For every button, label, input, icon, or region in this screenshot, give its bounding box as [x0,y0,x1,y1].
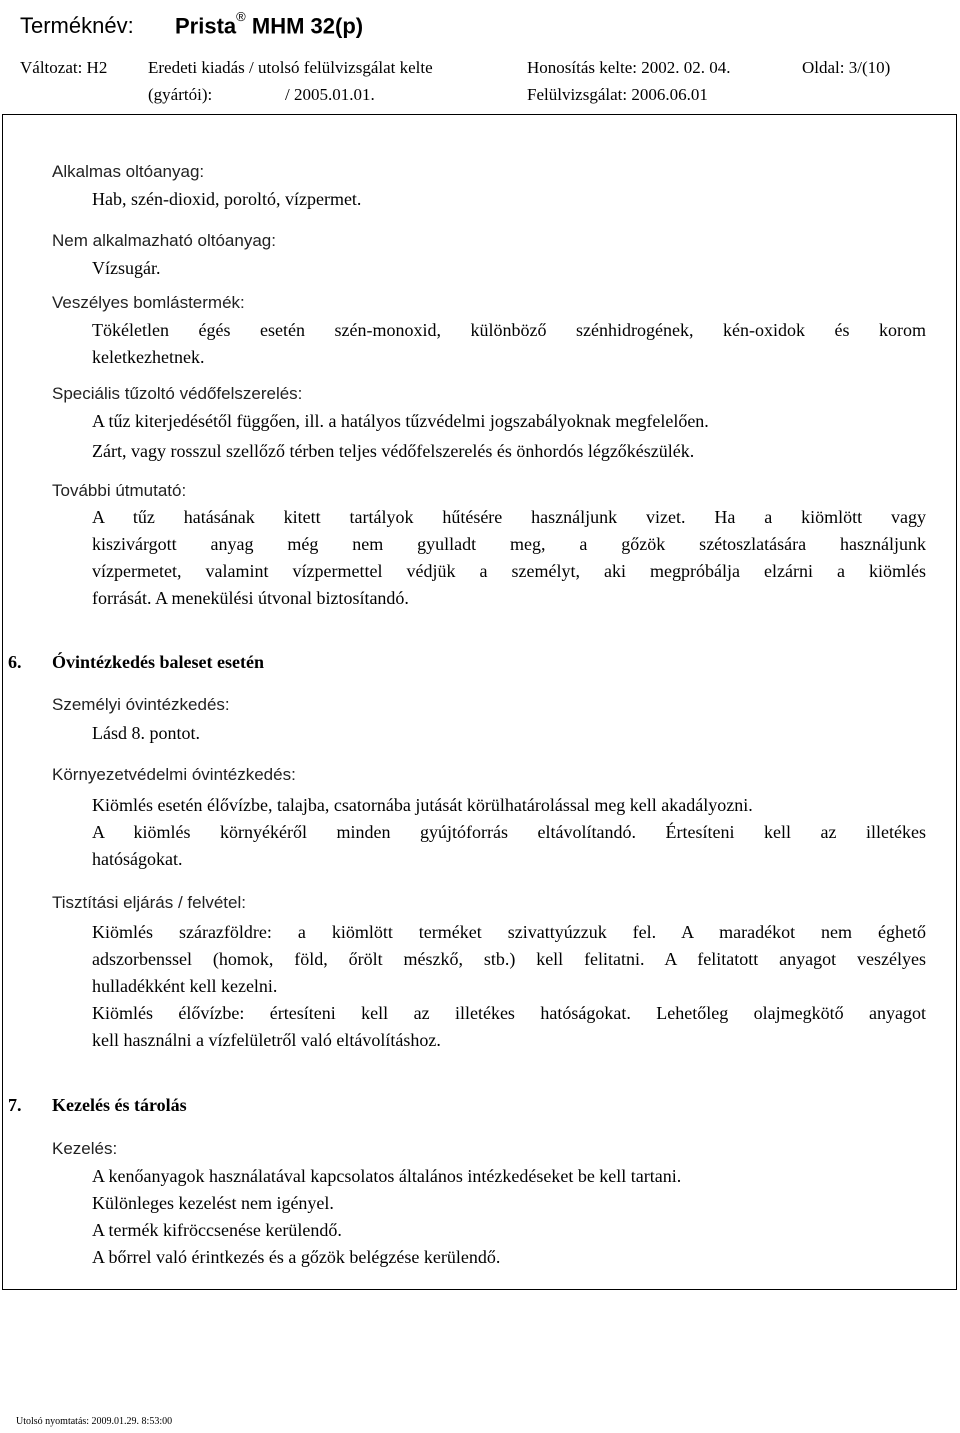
further-guidance-line: A tűz hatásának kitett tartályok hűtésére használjunk vizet. Ha a kiömlött vagy [92,507,926,527]
firefighter-ppe-label: Speciális tűzoltó védőfelszerelés: [52,384,303,403]
registration-date: Honosítás kelte: 2002. 02. 04. [527,58,731,77]
page-number: Oldal: 3/(10) [802,58,891,77]
cleanup-line: hulladékként kell kezelni. [92,976,278,996]
handling-line: A termék kifröccsenése kerülendő. [92,1220,342,1240]
suitable-extinguisher-text: Hab, szén-dioxid, poroltó, vízpermet. [92,189,362,209]
cleanup-line: kell használni a vízfelületről való eltávolításhoz. [92,1030,441,1050]
environmental-precautions-line: A kiömlés környékéről minden gyújtóforrás eltávolítandó. Értesíteni kell az illetékes [92,822,926,842]
registered-mark: ® [236,9,246,24]
product-code: MHM 32(p) [251,13,364,39]
further-guidance-label: További útmutató: [52,481,187,500]
product-name-label: Terméknév: [20,13,134,38]
hazardous-decomposition-line: Tökéletlen égés esetén szén-monoxid, különböző szénhidrogének, kén-oxidok és korom [92,320,926,340]
environmental-precautions-label: Környezetvédelmi óvintézkedés: [52,765,296,784]
hazardous-decomposition-label: Veszélyes bomlástermék: [52,293,245,312]
cleanup-line: Kiömlés élővízbe: értesíteni kell az illetékes hatóságokat. Lehetőleg olajmegkötő anyagot [92,1003,926,1023]
product-brand: Prista [175,13,237,39]
section-7-title: Kezelés és tárolás [52,1095,187,1115]
handling-line: A bőrrel való érintkezés és a gőzök belégzése kerülendő. [92,1247,501,1267]
further-guidance-line: vízpermetet, valamint vízpermettel védjük a személyt, aki megpróbálja elzárni a kiömlés [92,561,926,581]
cleanup-label: Tisztítási eljárás / felvétel: [52,893,246,912]
cleanup-line: adszorbenssel (homok, föld, őrölt mészkő, stb.) kell felitatni. A felitatott anyagot veszélyes [92,949,926,969]
cleanup-line: Kiömlés szárazföldre: a kiömlött terméket szivattyúzzuk fel. A maradékot nem éghető [92,922,926,942]
section-6-number: 6. [8,652,22,672]
issue-manufacturer-label: (gyártói): [148,85,213,104]
issue-date: / 2005.01.01. [285,85,375,104]
hazardous-decomposition-line: keletkezhetnek. [92,347,205,367]
product-name [175,9,364,39]
environmental-precautions-line: Kiömlés esetén élővízbe, talajba, csatornába jutását körülhatárolással meg kell akadályozni. [92,795,753,815]
review-date: Felülvizsgálat: 2006.06.01 [527,85,708,104]
further-guidance-line: kiszivárgott anyag még nem gyulladt meg, a gőzök szétoszlatására használjunk [92,534,926,554]
firefighter-ppe-line: Zárt, vagy rosszul szellőző térben teljes védőfelszerelés és önhordós légzőkészülék. [92,441,695,461]
suitable-extinguisher-label: Alkalmas oltóanyag: [52,162,205,181]
handling-line: Különleges kezelést nem igényel. [92,1193,334,1213]
personal-precautions-label: Személyi óvintézkedés: [52,695,230,714]
section-6-title: Óvintézkedés baleset esetén [52,652,264,672]
handling-line: A kenőanyagok használatával kapcsolatos általános intézkedéseket be kell tartani. [92,1166,682,1186]
personal-precautions-text: Lásd 8. pontot. [92,723,200,743]
firefighter-ppe-line: A tűz kiterjedésétől függően, ill. a hatályos tűzvédelmi jogszabályoknak megfelelően. [92,411,709,431]
last-printed: Utolsó nyomtatás: 2009.01.29. 8:53:00 [16,1416,173,1427]
further-guidance-line: forrását. A menekülési útvonal biztosítandó. [92,588,409,608]
handling-label: Kezelés: [52,1139,118,1158]
unsuitable-extinguisher-label: Nem alkalmazható oltóanyag: [52,231,276,250]
issue-date-label: Eredeti kiadás / utolsó felülvizsgálat kelte [148,58,433,77]
environmental-precautions-line: hatóságokat. [92,849,183,869]
unsuitable-extinguisher-text: Vízsugár. [92,258,161,278]
version: Változat: H2 [20,58,108,77]
section-7-number: 7. [8,1095,22,1115]
